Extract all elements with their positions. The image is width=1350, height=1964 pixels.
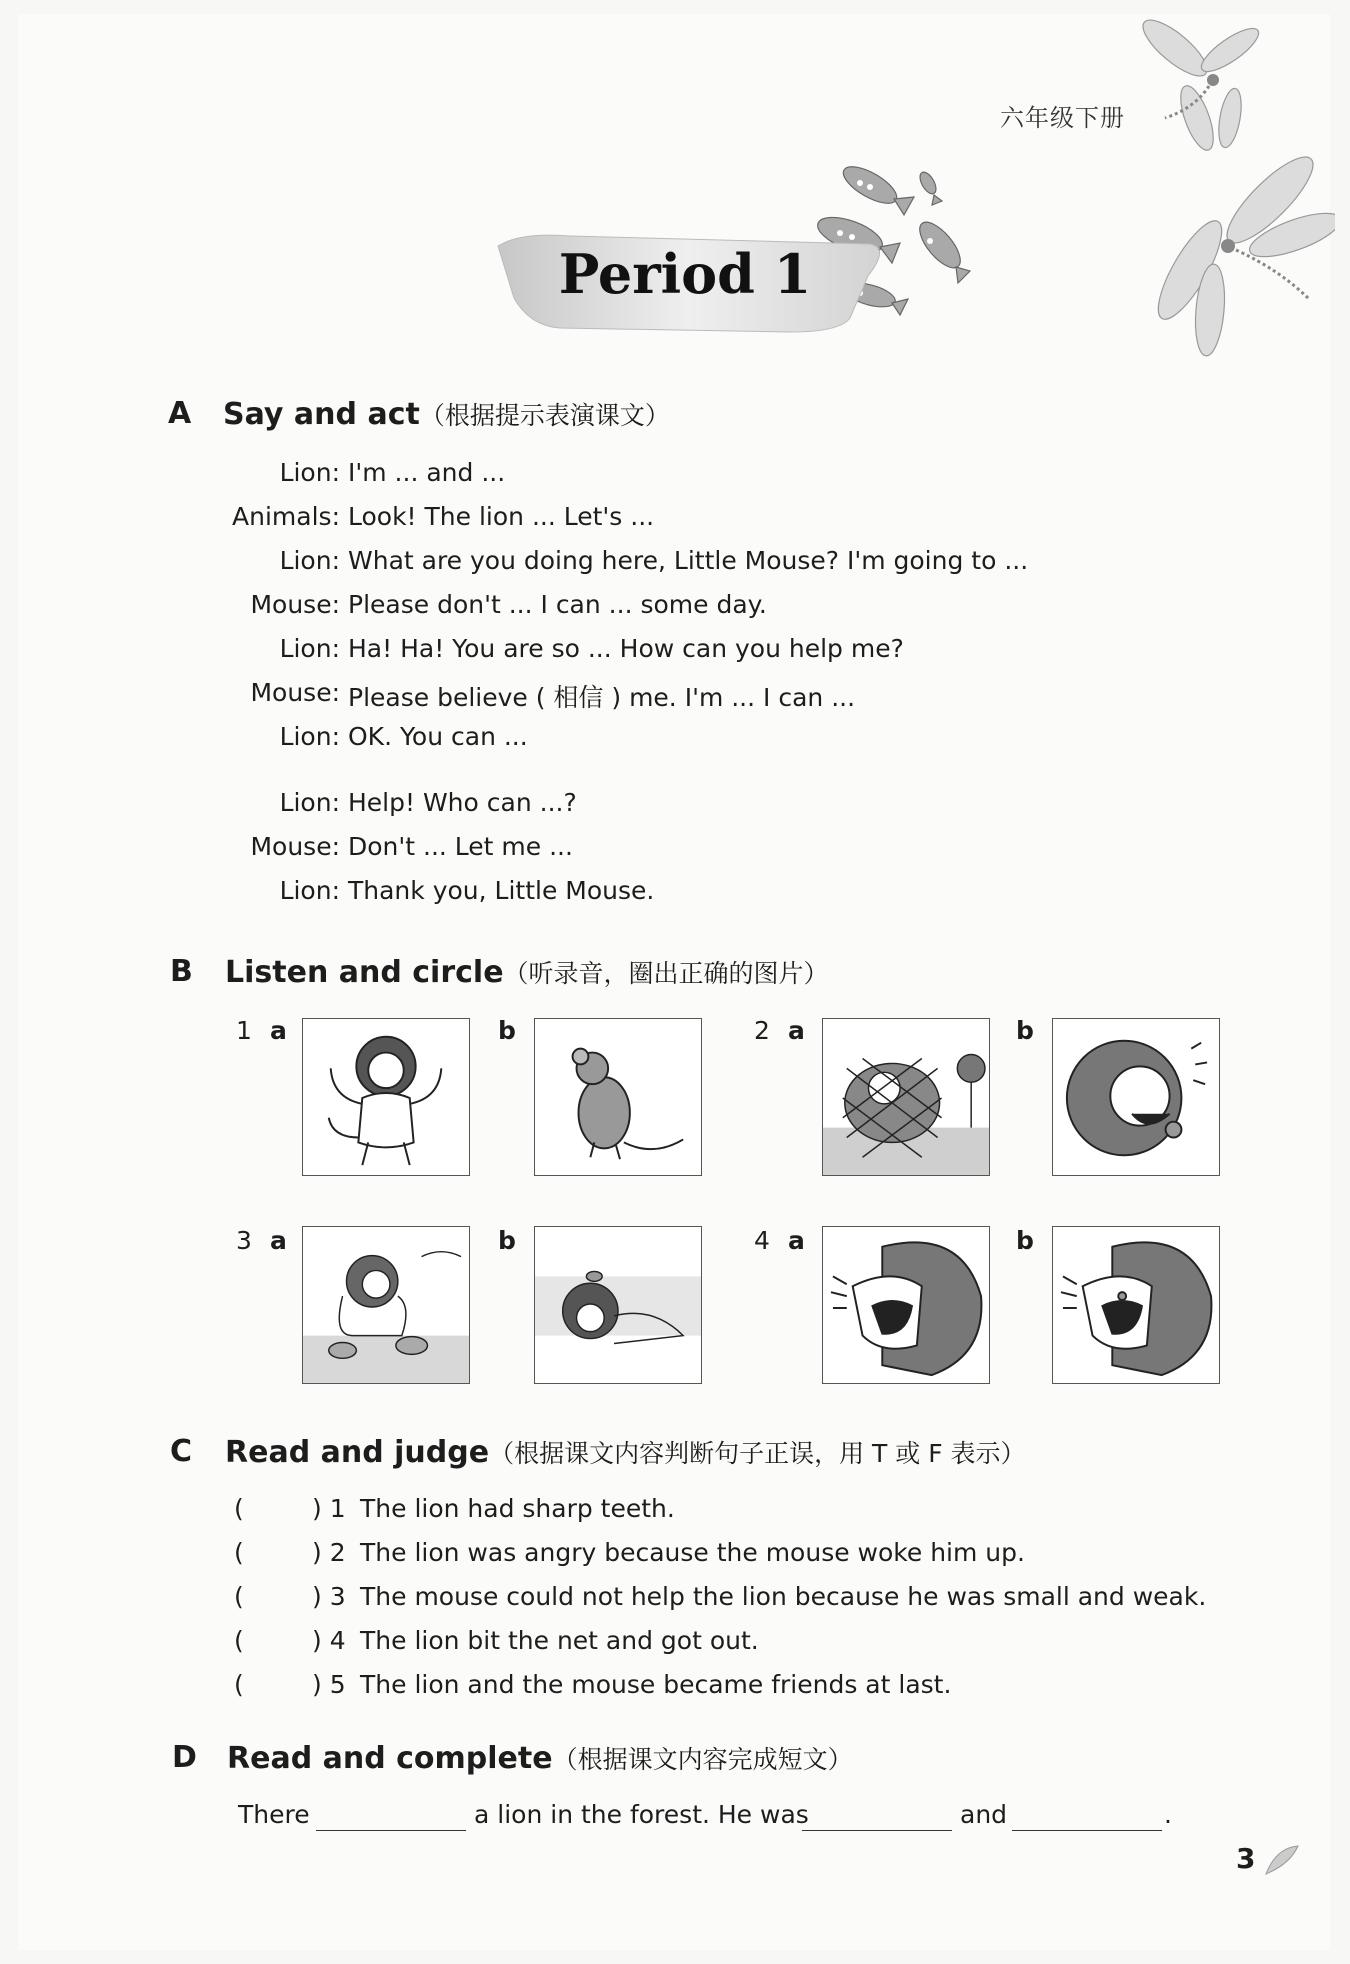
answer-paren-open[interactable]: (	[234, 1538, 244, 1567]
option-letter: a	[788, 1016, 805, 1045]
item-number: 3	[236, 1226, 252, 1255]
speaker: Mouse:	[250, 832, 340, 861]
dialogue-text: What are you doing here, Little Mouse? I'm going to ...	[348, 546, 1029, 575]
item-number: ) 1	[312, 1494, 346, 1523]
page-number: 3	[1236, 1842, 1256, 1875]
period-banner	[490, 228, 980, 344]
section-subtitle: （根据课文内容判断句子正误，用 T 或 F 表示）	[489, 1439, 1026, 1468]
dragonfly-icon-large	[1140, 150, 1335, 360]
dragonfly-icon	[1135, 18, 1260, 158]
item-number: 4	[754, 1226, 770, 1255]
section-subtitle: （根据课文内容完成短文）	[552, 1745, 853, 1774]
answer-paren-open[interactable]: (	[234, 1670, 244, 1699]
option-letter: b	[1016, 1226, 1034, 1255]
option-letter: a	[270, 1016, 287, 1045]
scared-mouse-picture[interactable]	[534, 1018, 702, 1176]
dialogue-text: Thank you, Little Mouse.	[348, 876, 655, 905]
fill-blank-1[interactable]	[316, 1830, 466, 1831]
option-letter: a	[788, 1226, 805, 1255]
speaker: Lion:	[279, 634, 340, 663]
answer-paren-open[interactable]: (	[234, 1582, 244, 1611]
judge-statement: The lion and the mouse became friends at last.	[360, 1670, 952, 1699]
section-title	[227, 1740, 853, 1776]
speaker: Mouse:	[250, 678, 340, 707]
dialogue-text: Ha! Ha! You are so ... How can you help me?	[348, 634, 904, 663]
fill-blank-3[interactable]	[1012, 1830, 1162, 1831]
complete-word: a lion in the forest. He was	[474, 1800, 809, 1829]
lion-laughing-at-mouse-picture[interactable]	[1052, 1018, 1220, 1176]
section-subtitle: （根据提示表演课文）	[419, 401, 670, 430]
section-letter: D	[172, 1740, 197, 1775]
sleeping-lion-with-mouse-picture[interactable]	[534, 1226, 702, 1384]
option-letter: b	[498, 1226, 516, 1255]
option-letter: b	[498, 1016, 516, 1045]
section-title-text: Read and judge	[225, 1435, 490, 1470]
item-number: ) 5	[312, 1670, 346, 1699]
item-number: 2	[754, 1016, 770, 1045]
complete-word: .	[1164, 1800, 1172, 1829]
item-number: ) 4	[312, 1626, 346, 1655]
lion-in-net-picture[interactable]	[822, 1018, 990, 1176]
section-title-text: Say and act	[223, 397, 420, 432]
dialogue-text: OK. You can ...	[348, 722, 528, 751]
judge-statement: The lion was angry because the mouse woke him up.	[360, 1538, 1025, 1567]
lion-chasing-animals-picture[interactable]	[302, 1226, 470, 1384]
judge-statement: The mouse could not help the lion because he was small and weak.	[360, 1582, 1207, 1611]
roaring-lion-picture-alt[interactable]	[1052, 1226, 1220, 1384]
judge-statement: The lion had sharp teeth.	[360, 1494, 675, 1523]
item-number: 1	[236, 1016, 252, 1045]
grade-label: 六年级下册	[1000, 104, 1125, 132]
option-letter: b	[1016, 1016, 1034, 1045]
complete-word: There	[238, 1800, 310, 1829]
judge-statement: The lion bit the net and got out.	[360, 1626, 759, 1655]
dialogue-text: Please don't ... I can ... some day.	[348, 590, 767, 619]
speaker: Lion:	[279, 788, 340, 817]
speaker: Lion:	[279, 876, 340, 905]
dialogue-text: Don't ... Let me ...	[348, 832, 573, 861]
section-letter: C	[170, 1434, 193, 1469]
dialogue-text: Help! Who can ...?	[348, 788, 577, 817]
roaring-lion-picture[interactable]	[822, 1226, 990, 1384]
period-title: Period 1	[558, 242, 812, 306]
section-title	[225, 954, 829, 990]
answer-paren-open[interactable]: (	[234, 1626, 244, 1655]
section-title-text: Listen and circle	[225, 955, 504, 990]
section-title	[223, 396, 670, 432]
section-letter: A	[168, 396, 192, 431]
dialogue-text: I'm ... and ...	[348, 458, 506, 487]
fill-blank-2[interactable]	[802, 1830, 952, 1831]
answer-paren-open[interactable]: (	[234, 1494, 244, 1523]
section-letter: B	[170, 954, 193, 989]
leaf-icon	[1262, 1842, 1302, 1878]
item-number: ) 3	[312, 1582, 346, 1611]
section-title	[225, 1434, 1026, 1470]
option-letter: a	[270, 1226, 287, 1255]
section-title-text: Read and complete	[227, 1741, 553, 1776]
complete-word: and	[960, 1800, 1008, 1829]
section-subtitle: （听录音，圈出正确的图片）	[503, 959, 829, 988]
speaker: Lion:	[279, 546, 340, 575]
speaker: Animals:	[232, 502, 340, 531]
item-number: ) 2	[312, 1538, 346, 1567]
dialogue-text: Look! The lion ... Let's ...	[348, 502, 655, 531]
dialogue-text: Please believe ( 相信 ) me. I'm ... I can ...	[348, 683, 856, 712]
speaker: Lion:	[279, 722, 340, 751]
strong-lion-picture[interactable]	[302, 1018, 470, 1176]
speaker: Mouse:	[250, 590, 340, 619]
speaker: Lion:	[279, 458, 340, 487]
